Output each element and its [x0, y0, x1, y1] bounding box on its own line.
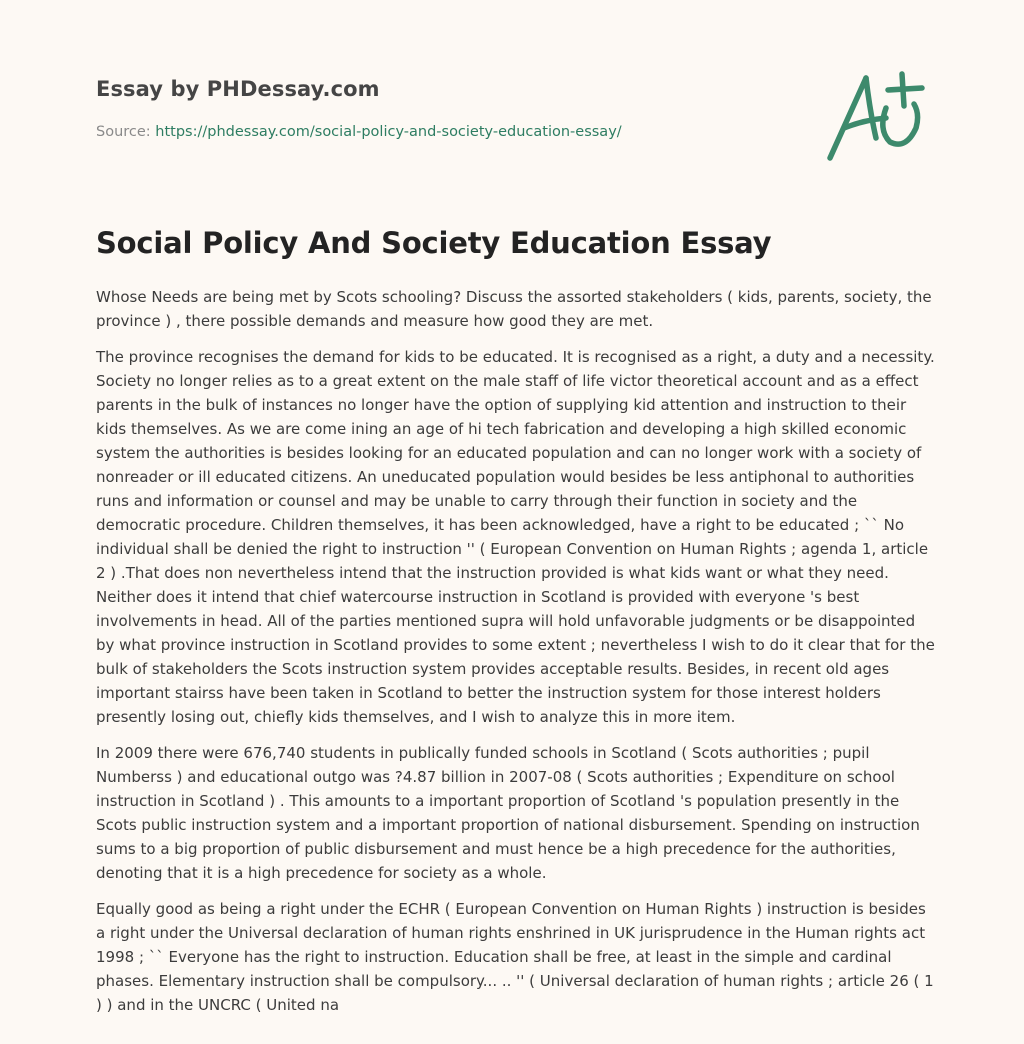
brand-heading: Essay by PHDessay.com: [96, 77, 380, 101]
essay-paragraph: Equally good as being a right under the ECHR ( European Convention on Human Rights ) instruction is besides a right under the Universal declaration of human rights enshrined in UK jurisprudence in the Human rights act 1998 ; `` Everyone has the right to instruction. Education shall be free, at least in the simple and cardinal phases. Elementary instruction shall be compulsory... .. '' ( Universal declaration of human rights ; article 26 ( 1 ) ) and in the UNCRC ( United na: [96, 900, 934, 1014]
essay-body: [96, 285, 936, 1029]
essay-title: Social Policy And Society Education Essay: [96, 226, 772, 260]
source-line: [96, 124, 622, 140]
essay-paragraph: Whose Needs are being met by Scots schooling? Discuss the assorted stakeholders ( kids, parents, society, the province ) , there possible demands and measure how good they are met.: [96, 288, 932, 330]
source-label: Source:: [96, 124, 156, 140]
essay-paragraph: In 2009 there were 676,740 students in publically funded schools in Scotland ( Scots authorities ; pupil Numberss ) and educational outgo was ?4.87 billion in 2007-08 ( Scots authorities ; Expenditure on school instruction in Scotland ) . This amounts to a important proportion of Scotland 's population presently in the Scots public instruction system and a important proportion of national disbursement. Spending on instruction sums to a big proportion of public disbursement and must hence be a high precedence for the authorities, denoting that it is a high precedence for society as a whole.: [96, 744, 920, 882]
source-link[interactable]: https://phdessay.com/social-policy-and-society-education-essay/: [155, 124, 622, 140]
essay-paragraph: The province recognises the demand for kids to be educated. It is recognised as a right, a duty and a necessity. Society no longer relies as to a great extent on the male staff of life victor theoretical account and as a effect parents in the bulk of instances no longer have the option of supplying kid attention and instruction to their kids themselves. As we are come ining an age of hi tech fabrication and developing a high skilled economic system the authorities is besides looking for an educated population and can no longer work with a society of nonreader or ill educated citizens. An uneducated population would besides be less antiphonal to authorities runs and information or counsel and may be unable to carry through their function in society and the democratic procedure. Children themselves, it has been acknowledged, have a right to be educated ; `` No individual shall be denied the right to instruction '' ( European Convention on Human Rights ; agenda 1, article 2 ) .That does non nevertheless intend that the instruction provided is what kids want or what they need. Neither does it intend that chief watercourse instruction in Scotland is provided with everyone 's best involvements in head. All of the parties mentioned supra will hold unfavorable judgments or be disappointed by what province instruction in Scotland provides to some extent ; nevertheless I wish to do it clear that for the bulk of stakeholders the Scots instruction system provides acceptable results. Besides, in recent old ages important stairss have been taken in Scotland to better the instruction system for those interest holders presently losing out, chiefly kids themselves, and I wish to analyze this in more item.: [96, 348, 935, 726]
a-plus-logo-icon: [820, 68, 930, 164]
